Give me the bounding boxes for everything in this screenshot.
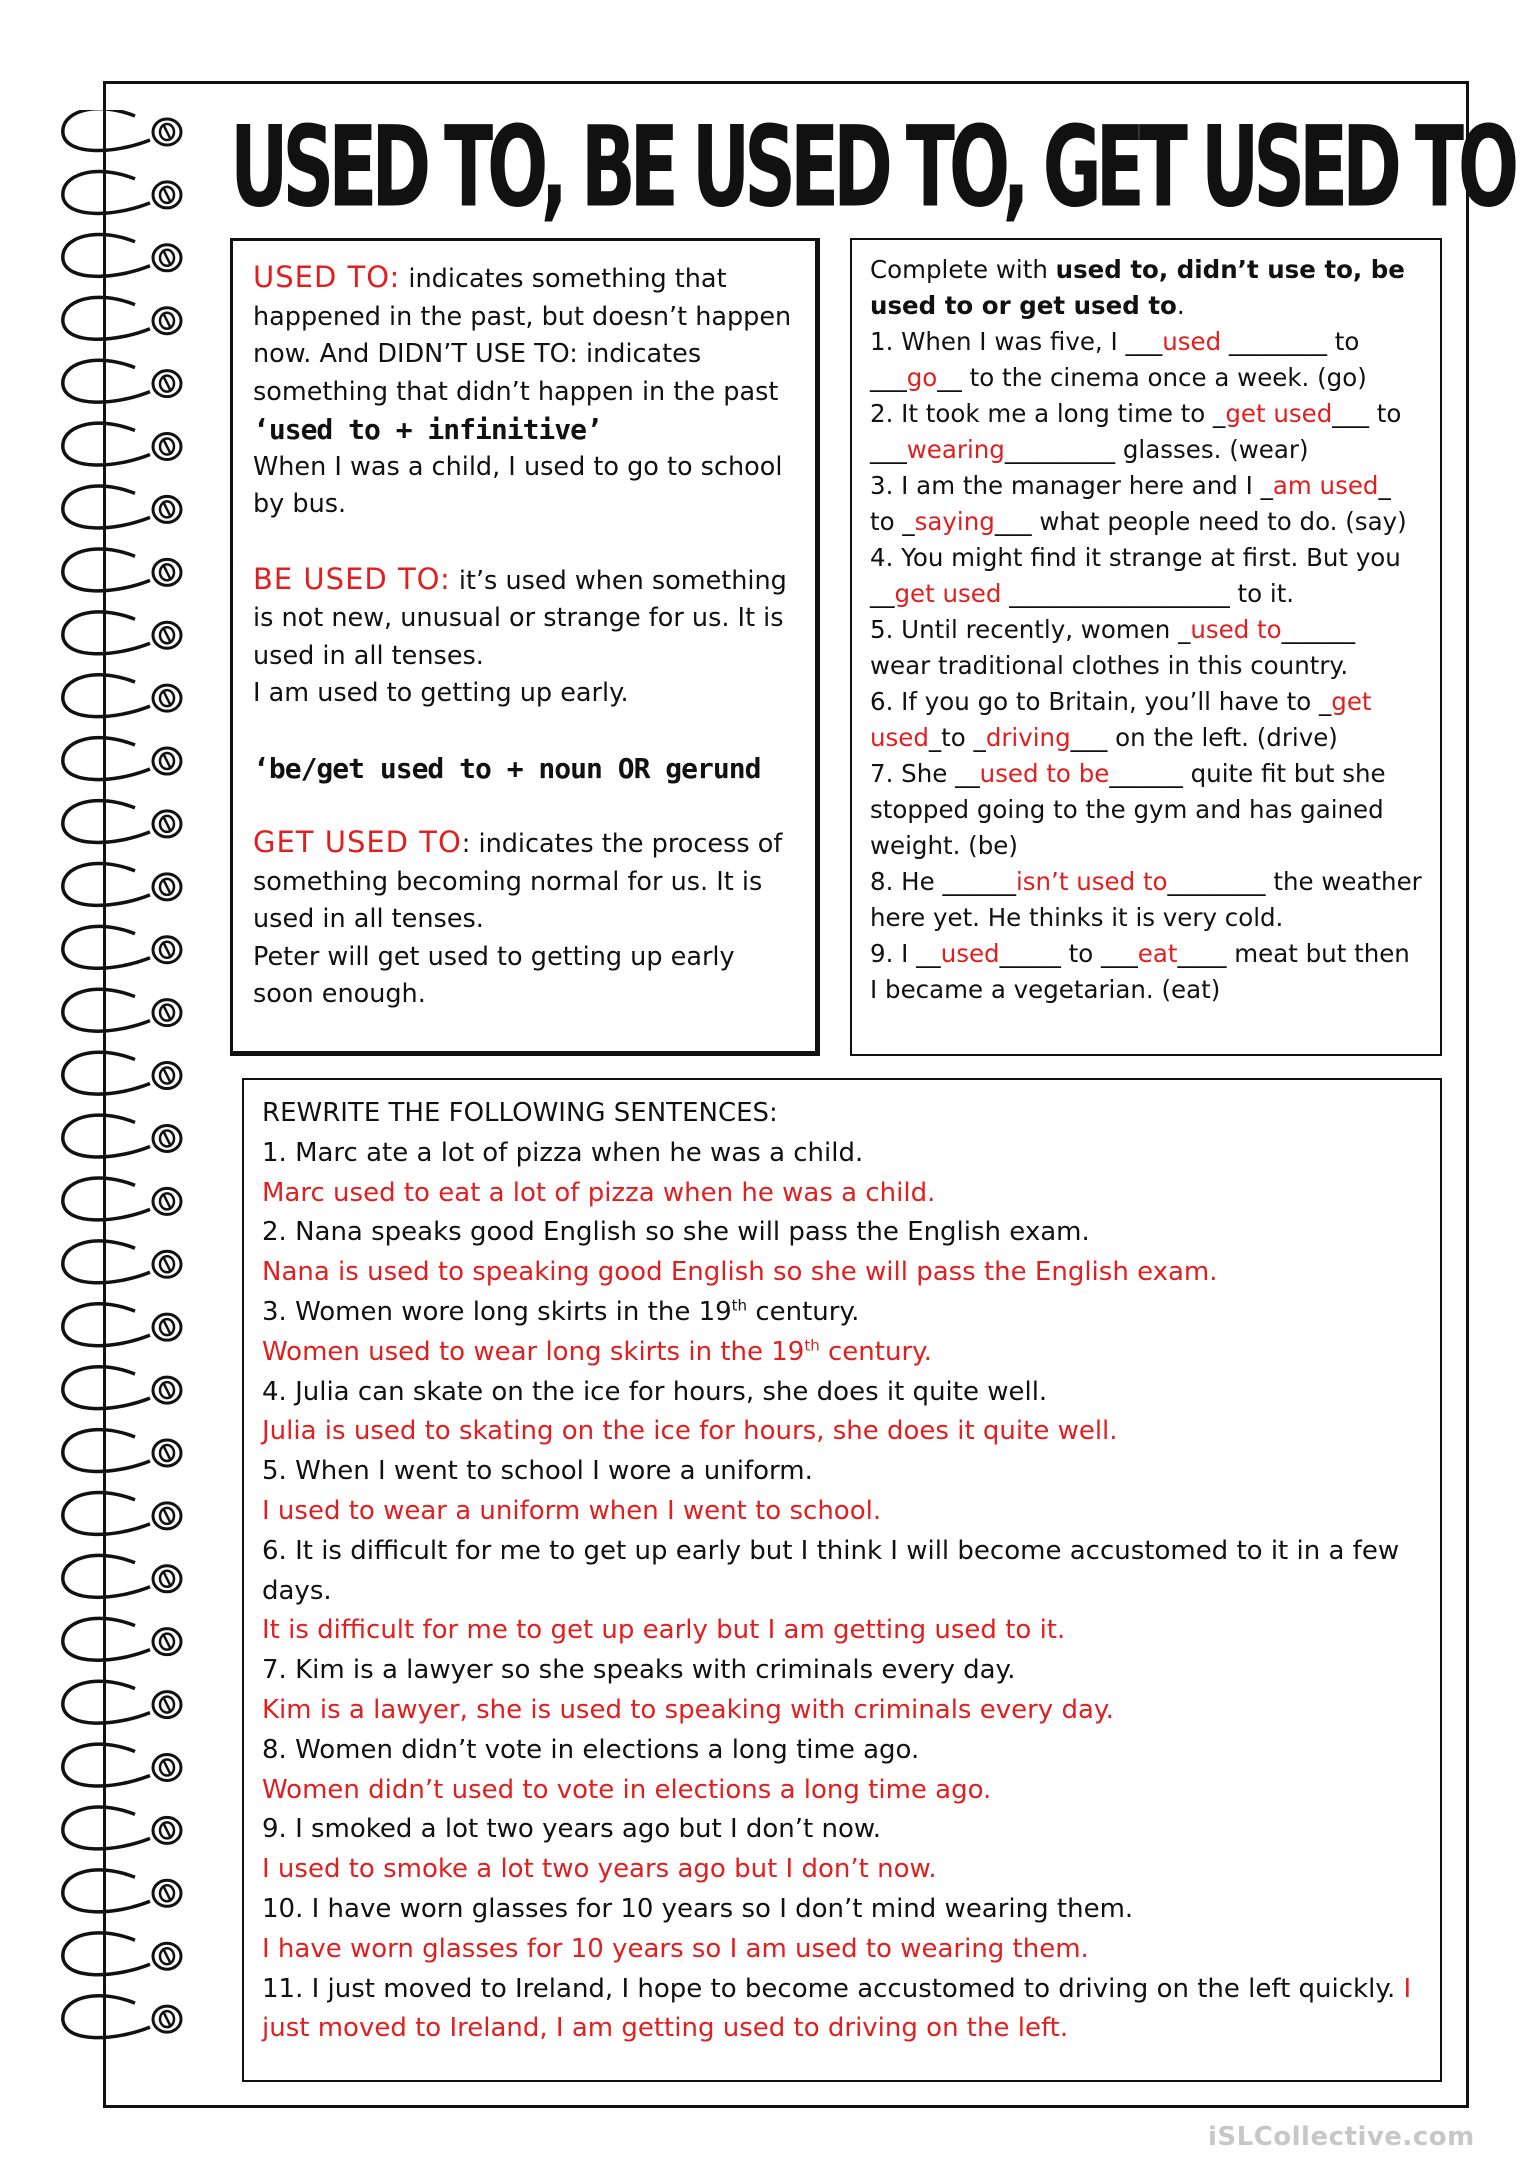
- spiral-binding: [55, 110, 205, 2060]
- rewrite-question: 7. Kim is a lawyer so she speaks with criminals every day.: [262, 1655, 1016, 1686]
- spiral-ring: [63, 1618, 181, 1660]
- complete-item: 6. If you go to Britain, you’ll have to _get used_to _driving___ on the left. (drive): [870, 687, 1372, 752]
- rule-heading-get-used-to: GET USED TO: [253, 825, 462, 859]
- rewrite-answer: Kim is a lawyer, she is used to speaking with criminals every day.: [262, 1694, 1114, 1725]
- spiral-ring: [63, 863, 181, 905]
- spiral-ring: [63, 1493, 181, 1535]
- rewrite-answer: I just moved to Ireland, I am getting used to driving on the left.: [262, 1973, 1412, 2044]
- rewrite-question: 1. Marc ate a lot of pizza when he was a child.: [262, 1137, 864, 1168]
- rewrite-answer: I have worn glasses for 10 years so I am used to wearing them.: [262, 1933, 1089, 1964]
- rewrite-answer: Women used to wear long skirts in the 19th century.: [262, 1336, 933, 1367]
- rewrite-question: 2. Nana speaks good English so she will pass the English exam.: [262, 1217, 1090, 1248]
- grammar-rules-box: [230, 238, 820, 1056]
- complete-items-list: [870, 324, 1422, 1008]
- rewrite-question: 4. Julia can skate on the ice for hours, she does it quite well.: [262, 1376, 1048, 1407]
- complete-item: 4. You might find it strange at first. But you __get used __________________ to it.: [870, 543, 1401, 608]
- spiral-ring: [63, 360, 181, 402]
- spiral-ring: [63, 1744, 181, 1786]
- rewrite-answer: Nana is used to speaking good English so she will pass the English exam.: [262, 1257, 1218, 1288]
- complete-instruction: [870, 252, 1422, 324]
- page-title: USED TO, BE USED TO, GET USED TO: [230, 102, 1514, 232]
- spiral-ring: [63, 738, 181, 780]
- example-used-to: When I was a child, I used to go to school by bus.: [253, 451, 783, 519]
- spiral-ring: [63, 486, 181, 528]
- rewrite-question-answer: [262, 1970, 1422, 2050]
- complete-item: 1. When I was five, I ___used ________ to ___go__ to the cinema once a week. (go): [870, 327, 1367, 392]
- spiral-ring: [63, 1052, 181, 1094]
- rewrite-question: 11. I just moved to Ireland, I hope to become accustomed to driving on the left quickly.: [262, 1973, 1404, 2004]
- rule-text-used-to: indicates something that happened in the past, but doesn’t happen now. And DIDN’T USE TO: indicates something that didn’t happen in the past: [253, 264, 792, 407]
- spiral-ring: [63, 675, 181, 717]
- spiral-ring: [63, 1367, 181, 1409]
- complete-item: 9. I __used_____ to ___eat____ meat but then I became a vegetarian. (eat): [870, 939, 1410, 1004]
- spiral-ring: [63, 1870, 181, 1912]
- spiral-ring: [63, 1933, 181, 1975]
- rewrite-answer: Women didn’t used to vote in elections a long time ago.: [262, 1774, 992, 1805]
- instruction-options: used to, didn’t use to, be used to or get used to: [870, 255, 1405, 320]
- complete-exercise-box: [850, 238, 1442, 1056]
- rewrite-exercise-box: [242, 1078, 1442, 2082]
- rewrite-question: 5. When I went to school I wore a uniform.: [262, 1456, 813, 1487]
- spiral-ring: [63, 423, 181, 465]
- watermark-logo: iSLCollective.com: [1208, 2122, 1475, 2152]
- spiral-ring: [63, 172, 181, 214]
- rule-heading-be-used-to: BE USED TO:: [253, 561, 451, 596]
- rewrite-question: 9. I smoked a lot two years ago but I don’t now.: [262, 1814, 882, 1845]
- rewrite-answer: It is difficult for me to get up early but I am getting used to it.: [262, 1615, 1066, 1646]
- spiral-ring: [63, 801, 181, 843]
- spiral-ring: [63, 297, 181, 339]
- example-be-used-to: I am used to getting up early.: [253, 678, 629, 708]
- spiral-ring: [63, 1681, 181, 1723]
- spiral-ring: [63, 989, 181, 1031]
- rewrite-question: 6. It is difficult for me to get up early but I think I will become accustomed to it in a few days.: [262, 1535, 1400, 1606]
- complete-item: 8. He ______isn’t used to________ the weather here yet. He thinks it is very cold.: [870, 867, 1422, 932]
- rule-get-used-to: [253, 824, 795, 939]
- rewrite-question: 8. Women didn’t vote in elections a long time ago.: [262, 1734, 920, 1765]
- spiral-ring: [63, 1178, 181, 1220]
- complete-item: 2. It took me a long time to _get used___ to ___wearing_________ glasses. (wear): [870, 399, 1402, 464]
- spiral-ring: [63, 234, 181, 276]
- spiral-ring: [63, 1996, 181, 2038]
- example-get-used-to: Peter will get used to getting up early soon enough.: [253, 941, 735, 1009]
- rule-heading-used-to: USED TO:: [253, 260, 401, 294]
- spiral-ring: [63, 549, 181, 591]
- complete-item: 5. Until recently, women _used to______ wear traditional clothes in this country.: [870, 615, 1356, 680]
- instruction-end: .: [1176, 291, 1185, 320]
- complete-item: 7. She __used to be______ quite fit but she stopped going to the gym and has gained weight. (be): [870, 759, 1386, 860]
- spiral-ring: [63, 1115, 181, 1157]
- rewrite-heading: REWRITE THE FOLLOWING SENTENCES:: [262, 1098, 778, 1128]
- spiral-ring: [63, 1241, 181, 1283]
- spiral-ring: [63, 926, 181, 968]
- rewrite-question: 10. I have worn glasses for 10 years so I don’t mind wearing them.: [262, 1893, 1134, 1924]
- spiral-ring: [63, 1555, 181, 1597]
- complete-item: 3. I am the manager here and I _am used_ to _saying___ what people need to do. (say): [870, 471, 1407, 536]
- formula-gerund: ‘be/get used to + noun OR gerund: [253, 751, 761, 785]
- spiral-ring: [63, 612, 181, 654]
- rewrite-answer: Julia is used to skating on the ice for hours, she does it quite well.: [262, 1416, 1118, 1447]
- rewrite-answer: I used to smoke a lot two years ago but I don’t now.: [262, 1854, 937, 1885]
- formula-infinitive: ‘used to + infinitive’: [253, 413, 602, 446]
- spiral-ring: [63, 1430, 181, 1472]
- rewrite-question: 3. Women wore long skirts in the 19th century.: [262, 1296, 860, 1327]
- spiral-ring: [63, 1304, 181, 1346]
- rewrite-answer: Marc used to eat a lot of pizza when he was a child.: [262, 1177, 936, 1208]
- rule-text-be-used-to: it’s used when something is not new, unusual or strange for us. It is used in all tenses.: [253, 565, 787, 671]
- spiral-ring: [63, 1807, 181, 1849]
- rule-used-to: [253, 259, 795, 411]
- rule-be-used-to: [253, 561, 795, 676]
- rewrite-answer: I used to wear a uniform when I went to school.: [262, 1495, 882, 1526]
- instruction-text: Complete with: [870, 255, 1056, 284]
- spiral-ring: [63, 110, 181, 151]
- rule-text-get-used-to: : indicates the process of something becoming normal for us. It is used in all tenses.: [253, 829, 783, 934]
